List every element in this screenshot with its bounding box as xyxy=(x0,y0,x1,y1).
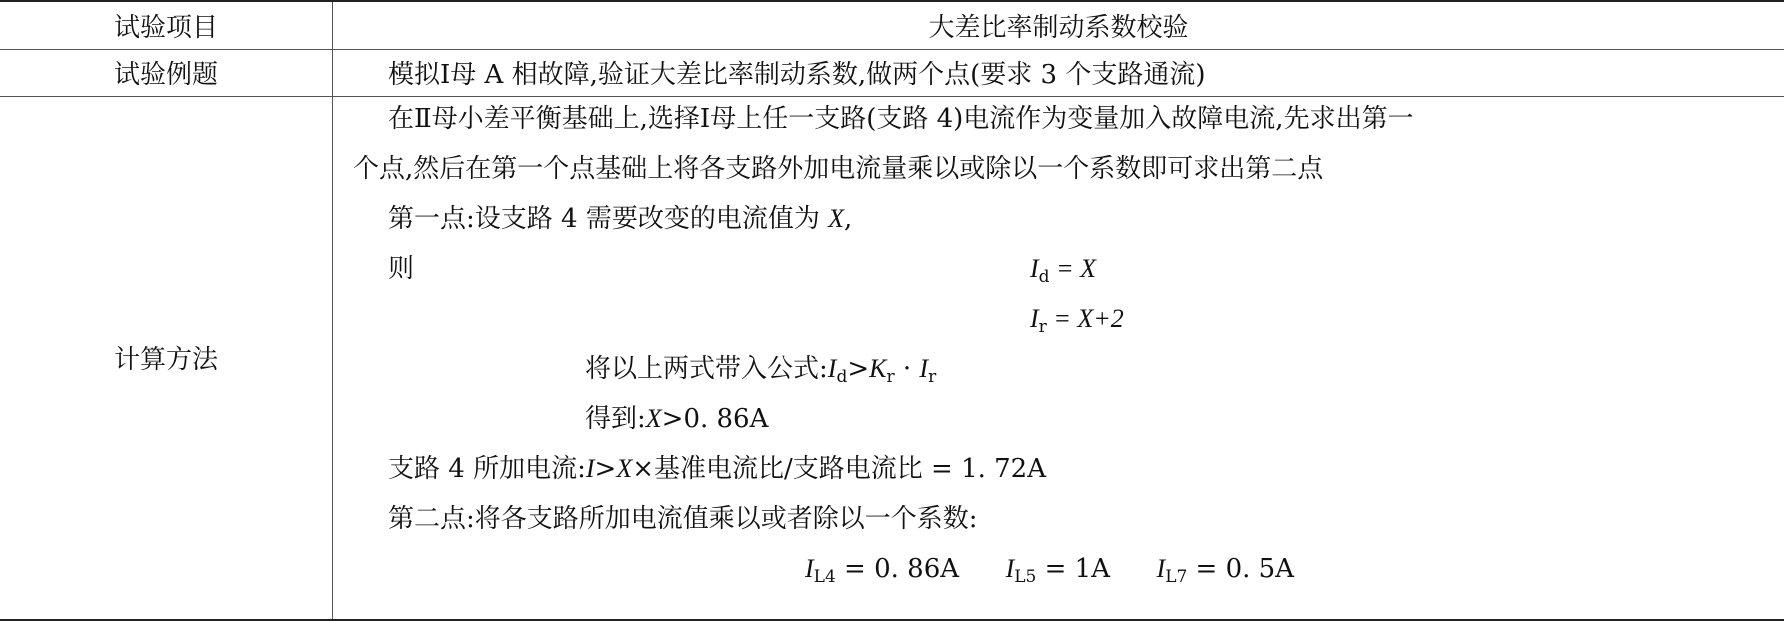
table-row-example xyxy=(0,49,1784,96)
i-symbol: I xyxy=(828,354,837,383)
i-symbol: I xyxy=(1006,554,1015,583)
i-symbol: I xyxy=(805,554,814,583)
sub-l7: L7 xyxy=(1165,567,1187,587)
equation-ir xyxy=(1030,301,1124,345)
eq1-rhs: = X xyxy=(1050,254,1096,283)
dot-sign: · xyxy=(895,354,920,384)
var-x: X xyxy=(828,204,844,233)
label-method: 计算方法 xyxy=(0,96,333,620)
val-l4: = 0. 86A xyxy=(836,554,959,584)
substitution-line xyxy=(585,351,936,395)
i-symbol: I xyxy=(919,354,928,383)
comma: , xyxy=(844,204,852,234)
sub-l4: L4 xyxy=(814,567,836,587)
label-example: 试验例题 xyxy=(0,49,333,96)
sub-r: r xyxy=(928,367,936,387)
sub-r: r xyxy=(1039,317,1047,337)
sub-d: d xyxy=(1039,267,1050,287)
sub-l5: L5 xyxy=(1014,567,1036,587)
method-para1-line2: 个点,然后在第一个点基础上将各支路外加电流量乘以或除以一个系数即可求出第二点 xyxy=(353,151,1323,187)
result-line xyxy=(585,401,768,437)
branch-current-line xyxy=(388,451,1046,487)
first-point-intro: 第一点:设支路 4 需要改变的电流值为 xyxy=(388,204,828,234)
val-l7: = 0. 5A xyxy=(1187,554,1294,584)
equation-id xyxy=(1030,251,1096,295)
second-point-line: 第二点:将各支路所加电流值乘以或者除以一个系数: xyxy=(388,501,978,537)
result-tail: >0. 86A xyxy=(662,404,769,434)
subst-prefix: 将以上两式带入公式: xyxy=(585,354,828,384)
method-cell xyxy=(333,96,1784,620)
sub-d: d xyxy=(836,367,847,387)
branch-values-line xyxy=(805,551,1294,595)
branch-prefix: 支路 4 所加电流: xyxy=(388,454,586,484)
table-row-test-item xyxy=(0,1,1784,49)
i-symbol: I xyxy=(586,454,595,483)
var-x: X xyxy=(616,454,632,483)
table-row-method xyxy=(0,96,1784,620)
i-symbol: I xyxy=(1030,254,1039,283)
gt-sign: > xyxy=(595,454,617,484)
gt-sign: > xyxy=(847,354,869,384)
i-symbol: I xyxy=(1030,304,1039,333)
first-point-line xyxy=(388,201,852,237)
label-test-item: 试验项目 xyxy=(0,1,333,49)
i-symbol: I xyxy=(1157,554,1166,583)
var-x: X xyxy=(646,404,662,433)
result-prefix: 得到: xyxy=(585,404,646,434)
eq2-rhs: = X+2 xyxy=(1047,304,1124,333)
then-label: 则 xyxy=(388,251,414,287)
sub-r: r xyxy=(886,367,894,387)
example-value: 模拟Ⅰ母 A 相故障,验证大差比率制动系数,做两个点(要求 3 个支路通流) xyxy=(333,49,1784,96)
branch-tail: ×基准电流比/支路电流比 = 1. 72A xyxy=(632,454,1046,484)
k-symbol: K xyxy=(869,354,886,383)
test-item-value: 大差比率制动系数校验 xyxy=(333,1,1784,49)
method-para1-line1: 在Ⅱ母小差平衡基础上,选择Ⅰ母上任一支路(支路 4)电流作为变量加入故障电流,先求出第一 xyxy=(388,101,1414,137)
val-l5: = 1A xyxy=(1036,554,1110,584)
